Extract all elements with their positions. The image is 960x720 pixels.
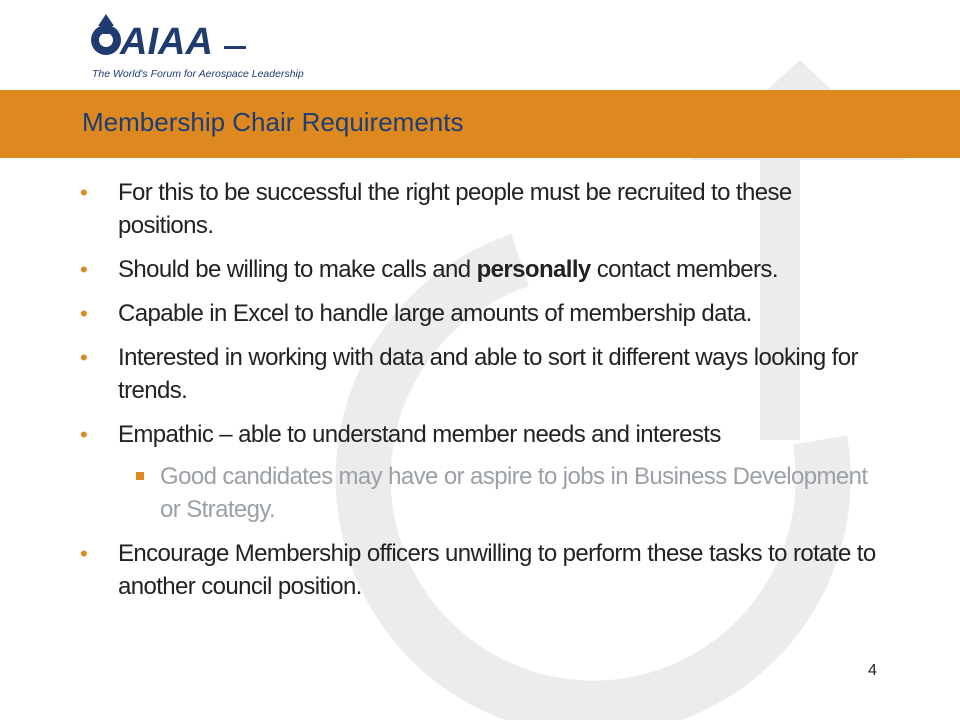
square-bullet-icon (136, 472, 144, 480)
bullet-dot-icon: • (80, 422, 88, 447)
page-number: 4 (868, 662, 877, 679)
bullet-item (80, 297, 880, 330)
bullet-text-bold: personally (476, 256, 591, 283)
bullet-text: Capable in Excel to handle large amounts of membership data. (118, 300, 752, 327)
bullet-dot-icon: • (80, 301, 88, 326)
bullet-item (80, 341, 880, 407)
bullet-text: For this to be successful the right people must be recruited to these positions. (118, 179, 792, 239)
aiaa-logo (88, 10, 304, 80)
bullet-text-post: contact members. (590, 256, 778, 283)
bullet-item (80, 537, 880, 603)
bullet-text: Interested in working with data and able to sort it different ways looking for trends. (118, 344, 858, 404)
bullet-text: Encourage Membership officers unwilling to perform these tasks to rotate to another council position. (118, 540, 876, 600)
bullet-text-pre: Should be willing to make calls and (118, 256, 477, 283)
bullet-dot-icon: • (80, 345, 88, 370)
logo-tagline: The World's Forum for Aerospace Leadership (92, 68, 304, 80)
bullet-dot-icon: • (80, 257, 88, 282)
bullet-list (80, 176, 880, 614)
bullet-dot-icon: • (80, 541, 88, 566)
slide-title: Membership Chair Requirements (82, 107, 464, 137)
bullet-dot-icon: • (80, 180, 88, 205)
sub-bullet-text: Good candidates may have or aspire to jobs in Business Development or Strategy. (160, 463, 868, 523)
aiaa-logo-mark-icon (88, 10, 258, 68)
logo-wordmark: AIAA (120, 21, 213, 63)
sub-bullet-item (80, 460, 880, 526)
bullet-text: Empathic – able to understand member needs and interests (118, 421, 721, 448)
bullet-item (80, 176, 880, 242)
bullet-item (80, 253, 880, 286)
bullet-item (80, 418, 880, 451)
